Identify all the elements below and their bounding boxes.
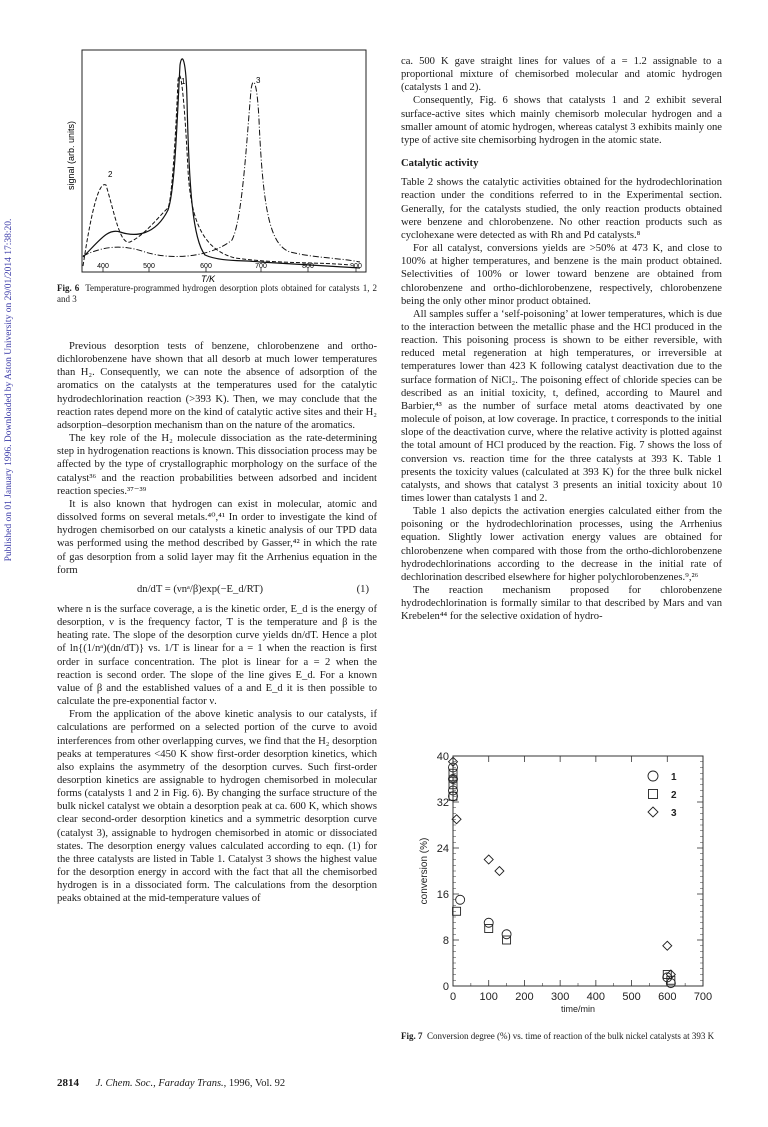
fig6-curve-1 — [83, 59, 360, 268]
figure-7-caption — [401, 1031, 722, 1042]
paragraph: Previous desorption tests of benzene, chlorobenzene and ortho-dichlorobenzene have shown that all desorb at much lower temperatures than H₂. Consequently, we can note the absence of adsorption of the aromatics on the catalysts at the temperatures used for the catalytic hydrodechlorination reaction (>393 K). Then, we may conclude that the reaction rates depend more on the kind of catalytic active sites and their H₂ adsorption–desorption mechanism than on the nature of the aromatics. — [57, 341, 377, 431]
fig7-point-series-1 — [484, 918, 493, 927]
fig7-legend-label: 3 — [671, 808, 677, 819]
fig7-y-tick-label: 0 — [442, 981, 449, 993]
fig7-x-tick-label: 600 — [658, 991, 677, 1003]
fig7-caption-label: Fig. 7 — [401, 1031, 423, 1041]
fig6-curve-label-1: 1 — [181, 77, 186, 86]
fig6-curve-label-3: 3 — [256, 76, 261, 85]
fig7-y-tick-label: 32 — [436, 797, 449, 809]
equation-text: dn/dT = (νnᵃ/β)exp(−E_d/RT) — [137, 583, 263, 595]
fig6-curve-3 — [83, 82, 360, 262]
paragraph: Consequently, Fig. 6 shows that catalysts 1 and 2 exhibit several surface-active sites which mainly chemisorb molecular hydrogen and a smaller amount of atomic hydrogen, whereas catalyst 3 exhibits mainly one type of active site chemisorbing hydrogen in the atomic state. — [401, 95, 722, 146]
fig7-point-series-1 — [456, 895, 465, 904]
equation-1 — [57, 583, 377, 596]
paragraph: Table 2 shows the catalytic activities obtained for the hydrodechlorination reaction under the conditions referred to in the Experimental section. Generally, for the catalysts studied, the only reaction products obtained were benzene and chlorobenzene. No other reaction products such as cyclohexane were detected as with Rh and Pd catalysts.⁸ — [401, 177, 722, 241]
fig7-x-tick-label: 0 — [449, 991, 457, 1003]
page-footer — [57, 1077, 285, 1089]
figure-7-conversion-chart — [405, 748, 725, 1030]
fig7-x-tick-label: 200 — [515, 991, 534, 1003]
journal-name: J. Chem. Soc., Faraday Trans., — [95, 1078, 227, 1089]
fig7-x-tick-label: 700 — [693, 991, 713, 1003]
fig6-curve-label-2: 2 — [108, 170, 113, 179]
fig6-y-label: signal (arb. units) — [66, 120, 76, 190]
section-heading: Catalytic activity — [401, 158, 479, 170]
fig6-x-label: T/K — [200, 274, 216, 284]
page-number: 2814 — [57, 1077, 79, 1089]
paragraph: The reaction mechanism proposed for chlorobenzene hydrodechlorination is formally similar to that described by Mars and van Krebelen⁴⁴ for the selective oxidation of hydro- — [401, 585, 722, 623]
fig7-point-series-3 — [484, 855, 493, 864]
fig7-x-tick-label: 300 — [550, 991, 570, 1003]
fig6-x-ticks — [103, 268, 356, 272]
fig7-legend-marker-3 — [648, 807, 658, 817]
fig6-caption-label: Fig. 6 — [57, 283, 80, 293]
fig6-curve-2 — [83, 76, 350, 266]
paragraph: It is also known that hydrogen can exist in molecular, atomic and dissolved forms on several metals.⁴⁰,⁴¹ In order to investigate the kind of hydrogen chemisorbed on our catalysts a kinetic analysis of our TPD data was performed using the method described by Gasser,⁴² in which the rate of gas desorption from a solid layer may fit the Arrhenius equation in the form — [57, 498, 377, 576]
left-column — [57, 340, 377, 906]
paragraph: The key role of the H₂ molecule dissociation as the rate-determining step in hydrogenation reactions is known. This dissociation process may be affected by the type of crystallographic morphology on the surface of the catalyst³⁶ and the reaction probabilities between adsorbed and incident reaction species.³⁷⁻³⁹ — [57, 433, 377, 497]
paragraph: where n is the surface coverage, a is the kinetic order, E_d is the energy of desorption, ν is the frequency factor, T is the temperature and β is the heating rate. The slope of the desorption curve yields dn/dT. Hence a plot of ln{(1/nᵃ)(dn/dT)} vs. 1/T is linear for a = 1 when the reaction is first order in surface concentration. The plot is linear for a = 2 when the reaction is second order. The slope of the line gives E_d. For a known value of β and the established values of a and E_d it is then possible to calculate the pre-exponential factor ν. — [57, 603, 377, 708]
fig7-x-label: time/min — [560, 1004, 596, 1014]
fig7-legend-label: 2 — [671, 790, 677, 801]
paragraph: For all catalyst, conversions yields are >50% at 473 K, and close to 100% at higher temperatures, and benzene is the main product obtained. Selectivities of 100% or lower toward benzene are obtained from chlorobenzene and ortho-dichlorobenzene, respectively, chlorobenzene being the only other minor product obtained. — [401, 243, 722, 307]
paragraph: Table 1 also depicts the activation energies calculated either from the poisoning or the hydrodechlorination processes, using the Arrhenius equation. Slightly lower activation energy values are obtained for chlorobenzene when compared with those from the ortho-dichlorobenzene hydrodechlorinations according to the decrease in the initial rate of dechlorination described elsewhere for higher polychlorobenzenes.⁹,²⁶ — [401, 506, 722, 583]
download-note — [2, 40, 16, 740]
fig7-y-tick-label: 8 — [442, 935, 449, 947]
fig6-x-tick-label: 400 — [97, 263, 109, 270]
fig7-x-tick-label: 400 — [586, 991, 606, 1003]
right-column — [401, 55, 722, 624]
equation-number: (1) — [356, 583, 369, 595]
fig6-x-tick-label: 900 — [350, 263, 362, 270]
fig7-point-series-3 — [495, 867, 504, 876]
paragraph: From the application of the above kinetic analysis to our catalysts, if calculations are performed on a selected portion of the curve to avoid interferences from other overlapping curves, we find that the H₂ desorption peaks at temperatures <450 K show first-order desorption kinetics, which also explains the asymmetry of the desorption curves. Such first-order desorption kinetics are assignable to hydrogen chemisorbed in molecular forms (catalysts 1 and 2 in Fig. 6). By changing the surface structure of the bulk nickel catalyst we obtain a desorption peak at ca. 600 K, which shows clear second-order desorption kinetics and a symmetric desorption curve (catalyst 3), assignable to hydrogen chemisorbed in atomic or dissociated states. The desorption energy values calculated according to eqn. (1) for the three catalysts are listed in Table 1. Catalyst 3 shows the highest value for the desorption energy in accord with the fact that all the chemisorbed hydrogen is in a dissociated form. The calculations from the desorption peaks obtained at the mid-temperature values of — [57, 709, 377, 905]
fig6-x-tick-label: 600 — [200, 263, 212, 270]
journal-year-volume: 1996, Vol. 92 — [228, 1078, 286, 1089]
figure-6-caption — [57, 283, 377, 305]
fig7-point-series-3 — [663, 941, 672, 950]
fig7-point-series-1 — [502, 930, 511, 939]
fig7-y-tick-label: 24 — [436, 843, 449, 855]
fig7-y-tick-label: 16 — [436, 889, 449, 901]
paragraph: All samples suffer a ‘self-poisoning’ at lower temperatures, which is due to the interaction between the metallic phase and the HCl produced in the reaction. This poisoning process is shown to be either reversible, with reduced metal regeneration at high temperatures, or irreversible at temperatures lower than 423 K following catalyst deactivation due to the surface formation of NiCl₂. The poisoning effect of chloride species can be described as an initial toxicity, t, defined, according to Maurel and Barbier,⁴³ as the number of surface metal atoms deactivated by one molecule of poison, at low coverage. In practice, t corresponds to the initial slope of the deactivation curve, where the relative activity is plotted against the total amount of HCl produced by the reaction. Fig. 7 shows the loss of conversion vs. reaction time for the three catalysts at 393 K. Table 1 presents the toxicity values (calculated at 393 K) for the three bulk nickel catalysts, and shows that catalyst 3 presents an initial toxicity about 10 times lower than catalysts 1 and 2. — [401, 308, 722, 504]
fig7-caption-text: Conversion degree (%) vs. time of reaction of the bulk nickel catalysts at 393 K — [427, 1031, 715, 1041]
figure-6-tpd-plot — [60, 40, 380, 284]
fig7-x-tick-label: 100 — [479, 991, 498, 1003]
fig7-plot-frame — [453, 756, 703, 986]
fig6-x-tick-label: 700 — [255, 263, 267, 270]
fig7-x-tick-label: 500 — [622, 991, 641, 1003]
fig6-caption-text: Temperature-programmed hydrogen desorption plots obtained for catalysts 1, 2 and 3 — [57, 283, 377, 304]
fig6-x-tick-label: 800 — [302, 263, 314, 270]
fig7-y-tick-label: 40 — [436, 751, 449, 763]
download-note-text: Published on 01 January 1996. Downloaded by Aston University on 29/01/2014 17:38:20. — [4, 218, 14, 562]
fig7-legend-marker-2 — [649, 790, 658, 799]
fig7-legend-label: 1 — [671, 772, 677, 783]
fig7-y-label: conversion (%) — [419, 837, 430, 905]
fig7-legend-marker-1 — [648, 771, 658, 781]
fig6-x-tick-label: 500 — [143, 263, 155, 270]
paragraph: ca. 500 K gave straight lines for values of a = 1.2 assignable to a proportional mixture of chemisorbed molecular and atomic hydrogen (catalysts 1 and 2). — [401, 56, 722, 94]
